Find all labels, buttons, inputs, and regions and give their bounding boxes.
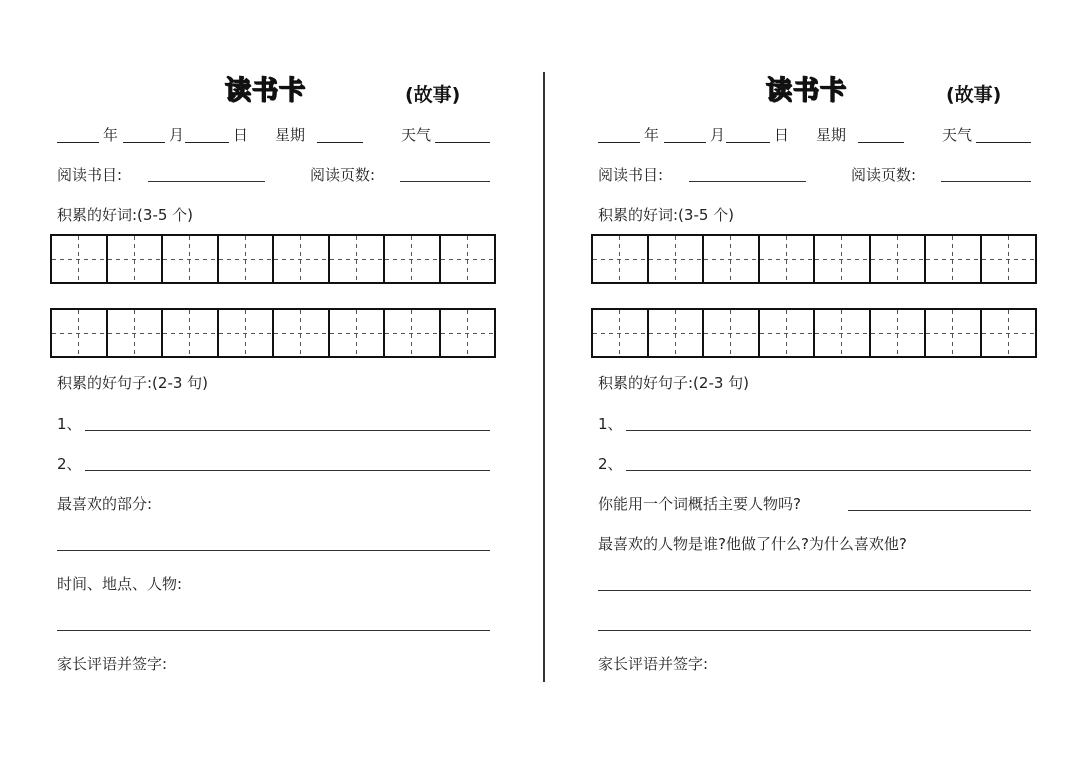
word-grid-row-1[interactable] [50,234,496,284]
question-1-field[interactable] [848,509,1031,511]
month-field[interactable] [664,124,706,143]
card-title: 读书卡 [766,76,848,106]
grid-cell[interactable] [163,236,219,282]
sentence-1-label: 1、 [598,415,623,433]
grid-cell[interactable] [704,236,760,282]
weekday-label: 星期 [816,126,847,144]
center-divider [543,72,545,682]
grid-cell[interactable] [593,236,649,282]
question-2-field-1[interactable] [598,589,1031,591]
weekday-label: 星期 [275,126,306,144]
pages-label: 阅读页数: [851,166,917,184]
sentence-1-label: 1、 [57,415,82,433]
date-row [55,124,495,146]
date-row [596,124,1036,146]
question-2-label: 最喜欢的人物是谁?他做了什么?为什么喜欢他? [598,535,907,553]
question-1-label: 你能用一个词概括主要人物吗? [598,495,801,513]
weather-label: 天气 [942,126,973,144]
sentence-2-field[interactable] [85,469,490,471]
weekday-field[interactable] [317,124,363,143]
good-words-label: 积累的好词:(3-5 个) [57,206,194,224]
book-title-label: 阅读书目: [598,166,664,184]
sentence-1-field[interactable] [85,429,490,431]
day-field[interactable] [726,124,770,143]
grid-cell[interactable] [441,310,495,356]
grid-cell[interactable] [760,236,816,282]
day-label: 日 [233,126,249,144]
card-type-label: (故事) [946,84,1002,106]
grid-cell[interactable] [330,236,386,282]
pages-field[interactable] [941,180,1031,182]
day-label: 日 [774,126,790,144]
month-label: 月 [710,126,726,144]
grid-cell[interactable] [982,236,1036,282]
sentence-2-label: 2、 [57,455,82,473]
grid-cell[interactable] [219,310,275,356]
year-label: 年 [103,126,119,144]
grid-cell[interactable] [274,310,330,356]
parent-comment-label: 家长评语并签字: [598,655,709,673]
card-type-label: (故事) [405,84,461,106]
question-2-field-2[interactable] [598,629,1031,631]
year-field[interactable] [57,124,99,143]
weather-label: 天气 [401,126,432,144]
grid-cell[interactable] [760,310,816,356]
sentence-2-field[interactable] [626,469,1031,471]
grid-cell[interactable] [815,310,871,356]
book-title-field[interactable] [148,180,265,182]
grid-cell[interactable] [926,236,982,282]
good-words-label: 积累的好词:(3-5 个) [598,206,735,224]
grid-cell[interactable] [649,310,705,356]
good-sentences-label: 积累的好句子:(2-3 句) [57,374,209,392]
grid-cell[interactable] [274,236,330,282]
grid-cell[interactable] [163,310,219,356]
grid-cell[interactable] [593,310,649,356]
question-2-label: 时间、地点、人物: [57,575,183,593]
pages-label: 阅读页数: [310,166,376,184]
grid-cell[interactable] [219,236,275,282]
weather-field[interactable] [976,124,1031,143]
grid-cell[interactable] [52,236,108,282]
weather-field[interactable] [435,124,490,143]
grid-cell[interactable] [815,236,871,282]
day-field[interactable] [185,124,229,143]
word-grid-row-2[interactable] [591,308,1037,358]
word-grid-row-1[interactable] [591,234,1037,284]
reading-card-right [596,0,1036,764]
parent-comment-label: 家长评语并签字: [57,655,168,673]
card-title: 读书卡 [225,76,307,106]
grid-cell[interactable] [704,310,760,356]
question-2-field[interactable] [57,629,490,631]
grid-cell[interactable] [982,310,1036,356]
good-sentences-label: 积累的好句子:(2-3 句) [598,374,750,392]
grid-cell[interactable] [871,236,927,282]
grid-cell[interactable] [926,310,982,356]
reading-card-left [55,0,495,764]
sentence-2-label: 2、 [598,455,623,473]
word-grid-row-2[interactable] [50,308,496,358]
sentence-1-field[interactable] [626,429,1031,431]
book-title-label: 阅读书目: [57,166,123,184]
grid-cell[interactable] [385,310,441,356]
question-1-label: 最喜欢的部分: [57,495,153,513]
grid-cell[interactable] [385,236,441,282]
grid-cell[interactable] [871,310,927,356]
grid-cell[interactable] [52,310,108,356]
book-title-field[interactable] [689,180,806,182]
question-1-field[interactable] [57,549,490,551]
grid-cell[interactable] [441,236,495,282]
grid-cell[interactable] [108,310,164,356]
grid-cell[interactable] [649,236,705,282]
grid-cell[interactable] [330,310,386,356]
month-label: 月 [169,126,185,144]
year-field[interactable] [598,124,640,143]
grid-cell[interactable] [108,236,164,282]
pages-field[interactable] [400,180,490,182]
year-label: 年 [644,126,660,144]
month-field[interactable] [123,124,165,143]
weekday-field[interactable] [858,124,904,143]
